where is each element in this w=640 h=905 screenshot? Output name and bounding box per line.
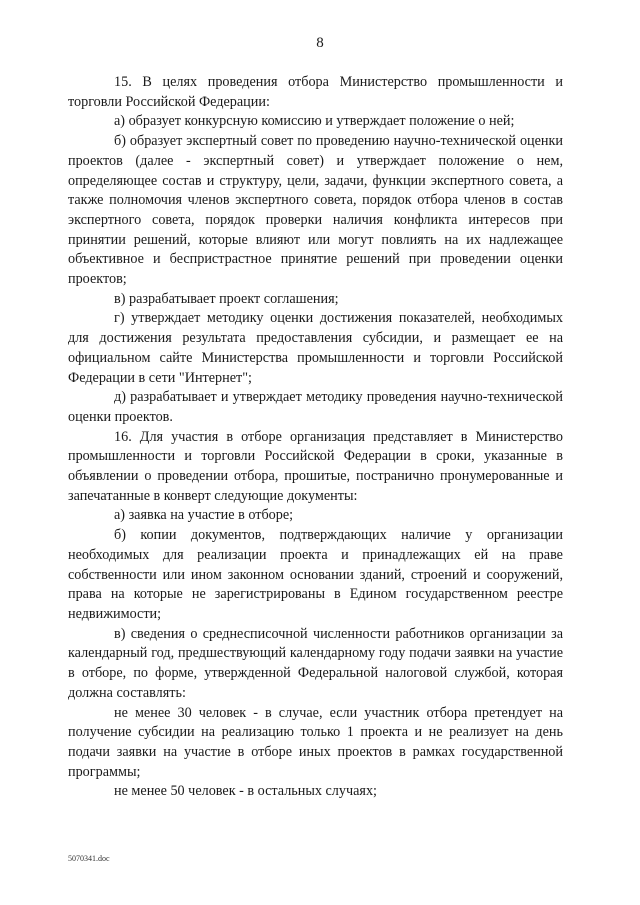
paragraph-16-v-50: не менее 50 человек - в остальных случаях; bbox=[114, 783, 377, 800]
paragraph-16-b: б) копии документов, подтверждающих наличие у организации необходимых для реализации проекта и принадлежащих ей на праве собственности или ином законном основании зданий, строений и сооружений, права на которые не зарегистрированы в Едином государственном реестре недвижимости; bbox=[68, 527, 563, 622]
page-number: 8 bbox=[316, 35, 324, 51]
paragraph-15-d: д) разрабатывает и утверждает методику проведения научно-технической оценки проектов. bbox=[68, 389, 563, 425]
paragraph-15-intro: 15. В целях проведения отбора Министерство промышленности и торговли Российской Федерации: bbox=[68, 74, 563, 110]
paragraph-15-a: а) образует конкурсную комиссию и утверждает положение о ней; bbox=[114, 113, 515, 130]
paragraph-16-intro: 16. Для участия в отборе организация представляет в Министерство промышленности и торговли Российской Федерации в сроки, указанные в объявлении о проведении отбора, прошитые, постранично пронумерованные и запечатанные в конверт следующие документы: bbox=[68, 428, 563, 504]
paragraph-15-v: в) разрабатывает проект соглашения; bbox=[114, 290, 339, 307]
document-file-code: 5070341.doc bbox=[68, 854, 110, 863]
paragraph-16-a: а) заявка на участие в отборе; bbox=[114, 507, 294, 524]
paragraph-16-v-30: не менее 30 человек - в случае, если участник отбора претендует на получение субсидии на реализацию только 1 проекта и не реализует на день подачи заявки на участие в отборе иных проектов в рамках государственной программы; bbox=[68, 704, 563, 780]
document-body bbox=[68, 73, 563, 802]
paragraph-15-g: г) утверждает методику оценки достижения показателей, необходимых для достижения результата предоставления субсидии, и размещает ее на официальном сайте Министерства промышленности и торговли Российской Федерации в сети "Интернет"; bbox=[68, 310, 563, 386]
paragraph-16-v: в) сведения о среднесписочной численности работников организации за календарный год, предшествующий календарному году подачи заявки на участие в отборе, по форме, утвержденной Федеральной налоговой службой, которая должна составлять: bbox=[68, 625, 563, 701]
paragraph-15-b: б) образует экспертный совет по проведению научно-технической оценки проектов (далее - экспертный совет) и утверждает положение о нем, определяющее состав и структуру, цели, задачи, функции экспертного совета, а также полномочия членов экспертного совета, порядок отбора членов в состав экспертного совета, порядок проверки наличия конфликта интересов при принятии решений, которые влияют или могут повлиять на их надлежащее объективное и беспристрастное принятие решений при проведении оценки проектов; bbox=[68, 133, 563, 288]
